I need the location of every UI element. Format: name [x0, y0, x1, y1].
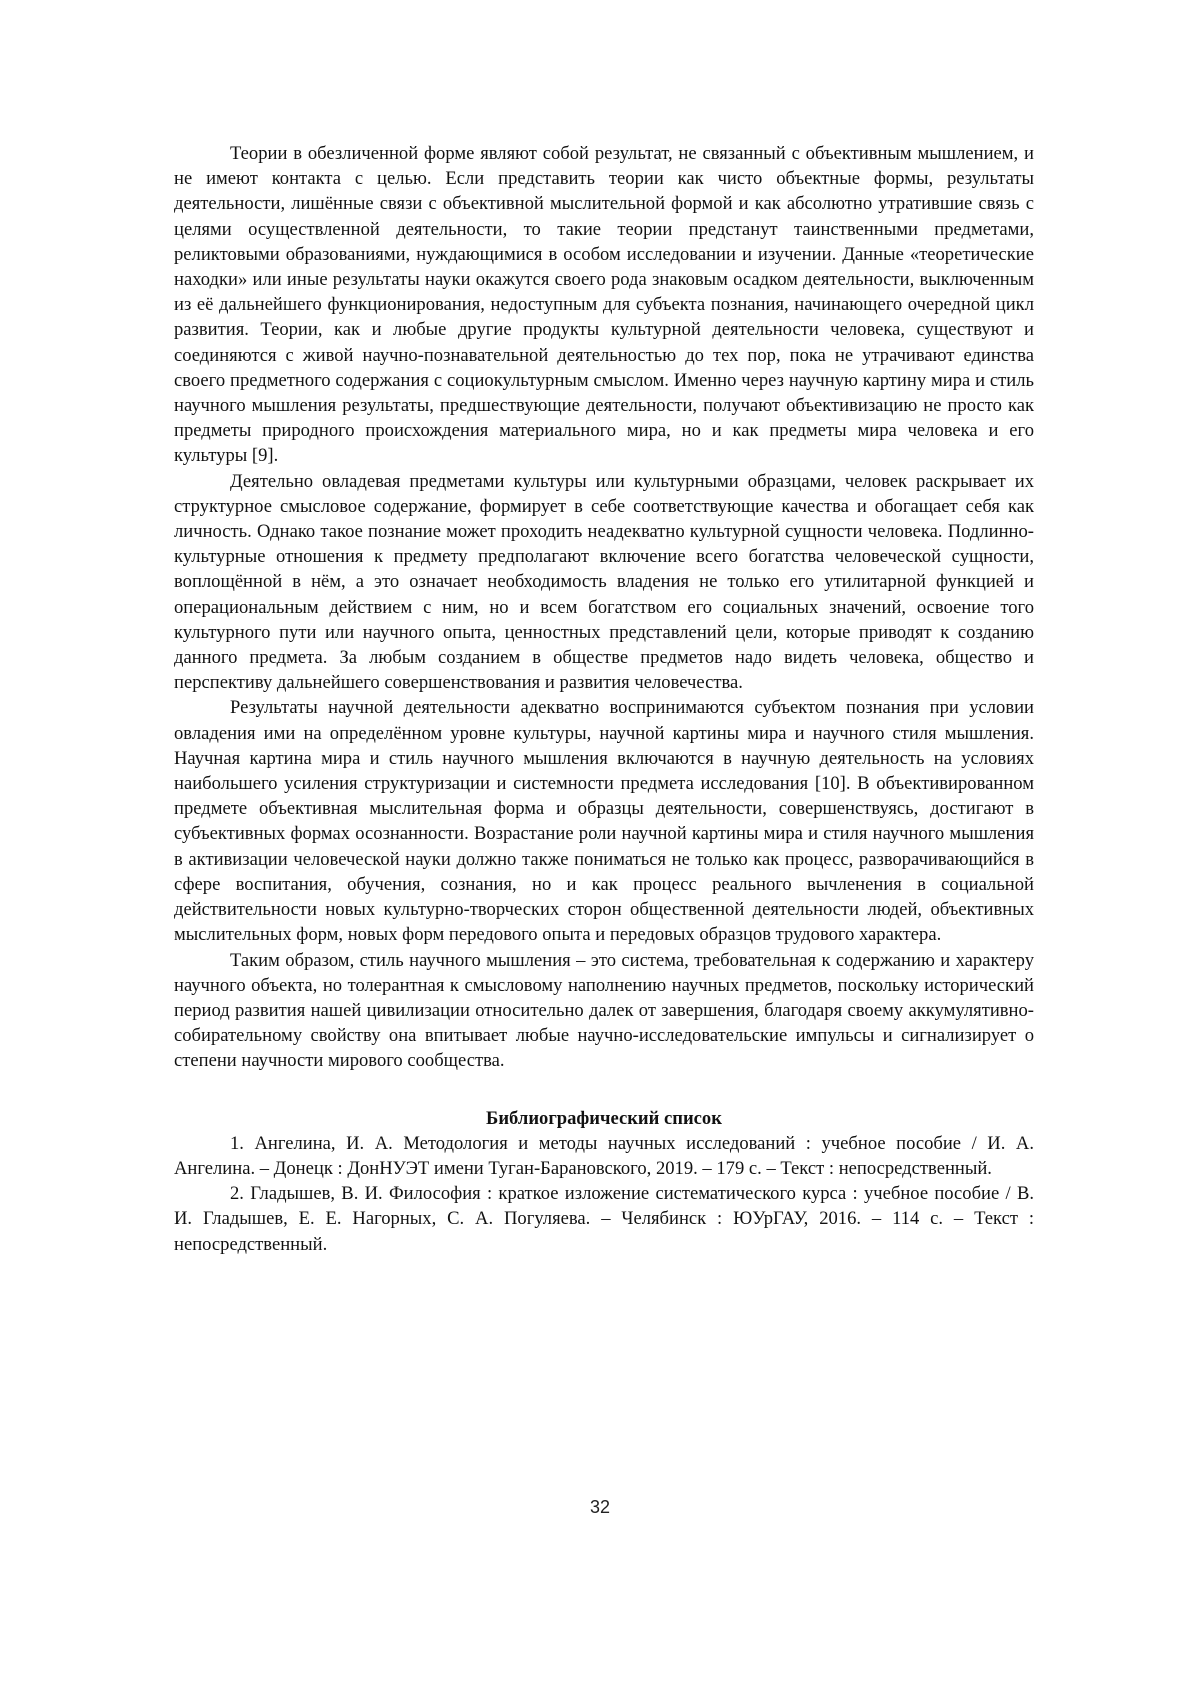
body-paragraph-3: Результаты научной деятельности адекватно воспринимаются субъектом познания при условии овладения ими на определённом уровне культуры, научной картины мира и научного стиля мышления. Научная картина мира и стиль научного мышления включаются в научную деятельность на условиях наибольшего усиления структуризации и системности предмета исследования [10]. В объективированном предмете объективная мыслительная форма и образцы деятельности, совершенствуясь, достигают в субъективных формах осознанности. Возрастание роли научной картины мира и стиля научного мышления в активизации человеческой науки должно также пониматься не только как процесс, разворачивающийся в сфере воспитания, обучения, сознания, но и как процесс реального вычленения в социальной действительности новых культурно-творческих сторон общественной деятельности людей, объективных мыслительных форм, новых форм передового опыта и передовых образцов трудового характера. [174, 697, 1034, 946]
body-paragraph-1: Теории в обезличенной форме являют собой результат, не связанный с объективным мышлением, и не имеют контакта с целью. Если представить теории как чисто объектные формы, результаты деятельности, лишённые связи с объективной мыслительной формой и как абсолютно утратившие связь с целями осуществленной деятельности, то такие теории предстанут таинственными предметами, реликтовыми образованиями, нуждающимися в особом исследовании и изучении. Данные «теоретические находки» или иные результаты науки окажутся своего рода знаковым осадком деятельности, выключенным из её дальнейшего функционирования, недоступным для субъекта познания, начинающего очередной цикл развития. Теории, как и любые другие продукты культурной деятельности человека, существуют и соединяются с живой научно-познавательной деятельностью до тех пор, пока не утрачивают единства своего предметного содержания с социокультурным смыслом. Именно через научную картину мира и стиль научного мышления результаты, предшествующие деятельности, получают объективизацию не просто как предметы природного происхождения материального мира, но и как предметы мира человека и его культуры [9]. [174, 143, 1034, 467]
page-number: 32 [589, 1497, 611, 1517]
page-content [174, 141, 1034, 1257]
bibliography-item-2: 2. Гладышев, В. И. Философия : краткое изложение систематического курса : учебное пособие / В. И. Гладышев, Е. Е. Нагорных, С. А. Погуляева. – Челябинск : ЮУрГАУ, 2016. – 114 с. – Текст : непосредственный. [174, 1183, 1034, 1255]
body-paragraph-2: Деятельно овладевая предметами культуры или культурными образцами, человек раскрывает их структурное смысловое содержание, формирует в себе соответствующие качества и обогащает себя как личность. Однако такое познание может проходить неадекватно культурной сущности человека. Подлинно-культурные отношения к предмету предполагают включение всего богатства человеческой сущности, воплощённой в нём, а это означает необходимость владения не только его утилитарной функцией и операциональным действием с ним, но и всем богатством его социальных значений, освоение того культурного пути или научного опыта, ценностных представлений цели, которые приводят к созданию данного предмета. За любым созданием в обществе предметов надо видеть человека, общество и перспективу дальнейшего совершенствования и развития человечества. [174, 470, 1034, 694]
body-paragraph-4: Таким образом, стиль научного мышления – это система, требовательная к содержанию и характеру научного объекта, но толерантная к смысловому наполнению научных предметов, поскольку исторический период развития нашей цивилизации относительно далек от завершения, благодаря своему аккумулятивно-собирательному свойству она впитывает любые научно-исследовательские импульсы и сигнализирует о степени научности мирового сообщества. [174, 949, 1034, 1072]
bibliography-item-1: 1. Ангелина, И. А. Методология и методы научных исследований : учебное пособие / И. А. Ангелина. – Донецк : ДонНУЭТ имени Туган-Барановского, 2019. – 179 с. – Текст : непосредственный. [174, 1132, 1034, 1179]
bibliography-heading: Библиографический список [486, 1107, 722, 1129]
